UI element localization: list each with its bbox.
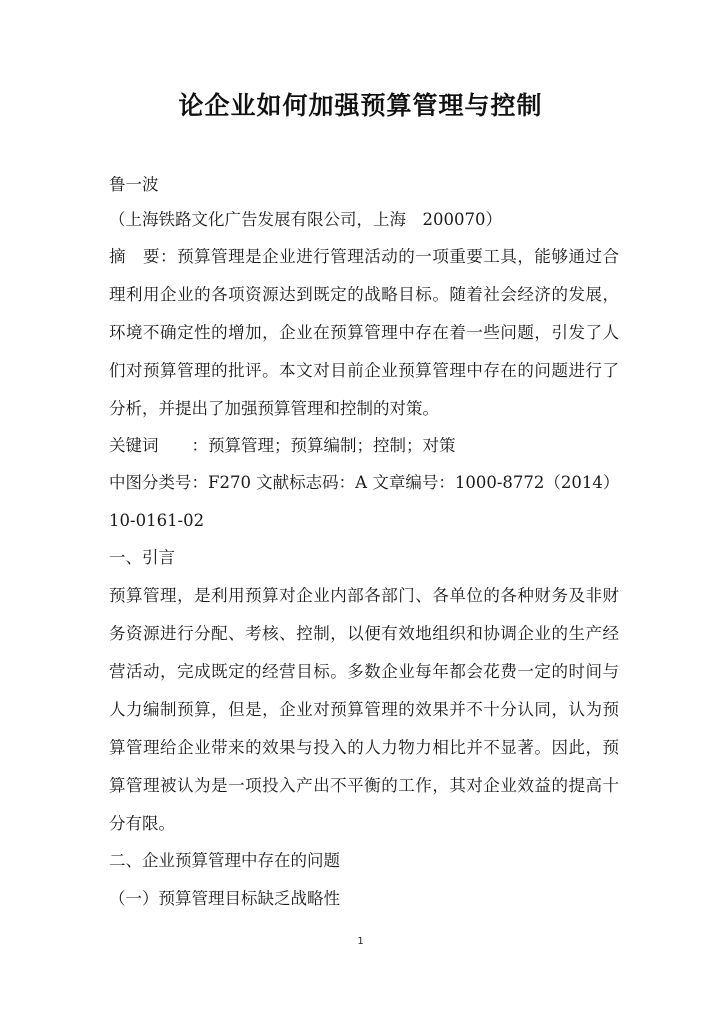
- document-title: 论企业如何加强预算管理与控制: [178, 91, 543, 120]
- author-name: 鲁一波: [109, 175, 159, 194]
- classification-line: 中图分类号：F270 文献标志码：A 文章编号：1000-8772（2014）: [109, 473, 620, 492]
- abstract-line: 分析，并提出了加强预算管理和控制的对策。: [109, 399, 439, 418]
- abstract-line: 环境不确定性的增加，企业在预算管理中存在着一些问题，引发了人: [109, 323, 619, 342]
- keywords: 关键词 ：预算管理；预算编制；控制；对策: [109, 436, 456, 455]
- body-line: 算管理被认为是一项投入产出不平衡的工作，其对企业效益的提高十: [109, 776, 619, 795]
- subsection-heading-strategy: （一）预算管理目标缺乏战略性: [109, 889, 340, 908]
- abstract-line: 理利用企业的各项资源达到既定的战略目标。随着社会经济的发展，: [109, 285, 619, 304]
- classification-line: 10-0161-02: [109, 511, 205, 530]
- author-affiliation: （上海铁路文化广告发展有限公司，上海 200070）: [109, 210, 502, 229]
- body-line: 算管理给企业带来的效果与投入的人力物力相比并不显著。因此，预: [109, 738, 619, 757]
- body-line: 务资源进行分配、考核、控制，以便有效地组织和协调企业的生产经: [109, 624, 619, 643]
- body-line: 分有限。: [109, 814, 175, 833]
- abstract-line: 们对预算管理的批评。本文对目前企业预算管理中存在的问题进行了: [109, 361, 619, 380]
- abstract-line: 摘 要：预算管理是企业进行管理活动的一项重要工具，能够通过合: [109, 247, 619, 266]
- body-line: 人力编制预算，但是，企业对预算管理的效果并不十分认同，认为预: [109, 700, 619, 719]
- body-line: 营活动，完成既定的经营目标。多数企业每年都会花费一定的时间与: [109, 662, 619, 681]
- section-heading-problems: 二、企业预算管理中存在的问题: [109, 851, 340, 870]
- section-heading-introduction: 一、引言: [109, 548, 175, 567]
- body-line: 预算管理，是利用预算对企业内部各部门、各单位的各种财务及非财: [109, 586, 619, 605]
- page-number: 1: [357, 936, 364, 947]
